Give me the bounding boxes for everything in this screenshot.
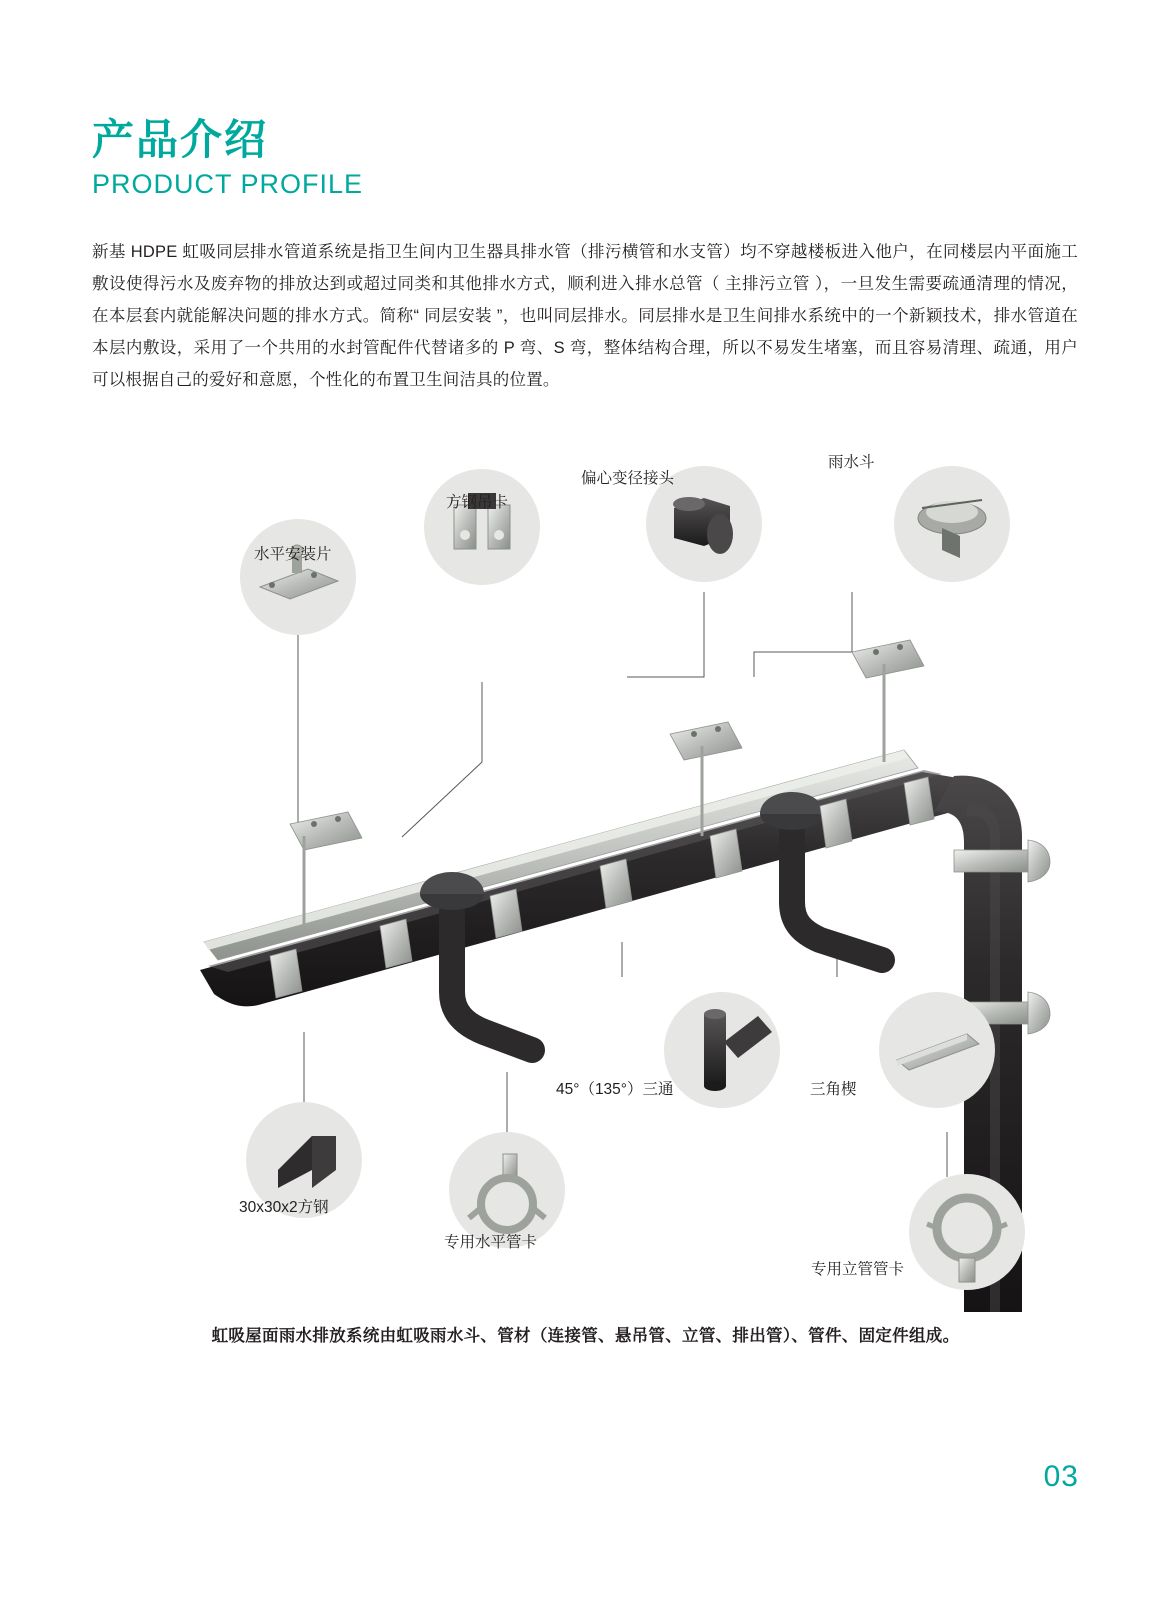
callout-label-square-steel-30x30x2: 30x30x2方钢 xyxy=(239,1199,329,1216)
callout-label-eccentric-reducer: 偏心变径接头 xyxy=(581,470,675,487)
page-title: 产品介绍 xyxy=(92,116,269,163)
callout-label-special-horizontal-clamp: 专用水平管卡 xyxy=(444,1234,538,1251)
body-paragraph: 新基 HDPE 虹吸同层排水管道系统是指卫生间内卫生器具排水管（排污横管和水支管）均不穿越楼板进入他户，在同楼层内平面施工敷设使得污水及废弃物的排放达到或超过同类和其他排水方式，顺利进入排水总管（ 主排污立管 ），一旦发生需要疏通清理的情况，在本层套内就能解决问题的排水方式。简称“ 同层安装 ”，也叫同层排水。同层排水是卫生间排水系统中的一个新颖技术，排水管道在本层内敷设，采用了一个共用的水封管配件代替诸多的 P 弯、S 弯，整体结构合理，所以不易发生堵塞，而且容易清理、疏通，用户可以根据自己的爱好和意愿，个性化的布置卫生间洁具的位置。 xyxy=(92,243,1078,389)
page-header xyxy=(92,116,992,201)
figure-caption: 虹吸屋面雨水排放系统由虹吸雨水斗、管材（连接管、悬吊管、立管、排出管）、管件、固定件组成。 xyxy=(211,1327,960,1345)
callout-label-rain-water-head: 雨水斗 xyxy=(828,454,875,471)
callout-label-horizontal-mounting-plate: 水平安装片 xyxy=(254,546,332,563)
page-subtitle: PRODUCT PROFILE xyxy=(92,169,364,200)
callout-label-triangle-wedge: 三角楔 xyxy=(810,1081,857,1098)
product-diagram xyxy=(92,432,1082,1312)
callout-label-special-riser-clamp: 专用立管管卡 xyxy=(811,1261,905,1278)
page-number: 03 xyxy=(1043,1460,1079,1493)
bubble-square-steel-hanger xyxy=(424,469,540,585)
diagram-svg xyxy=(92,432,1082,1312)
callout-label-tee-45-135: 45°（135°）三通 xyxy=(556,1081,674,1098)
callout-label-square-steel-hanger: 方钢吊卡 xyxy=(446,494,509,511)
